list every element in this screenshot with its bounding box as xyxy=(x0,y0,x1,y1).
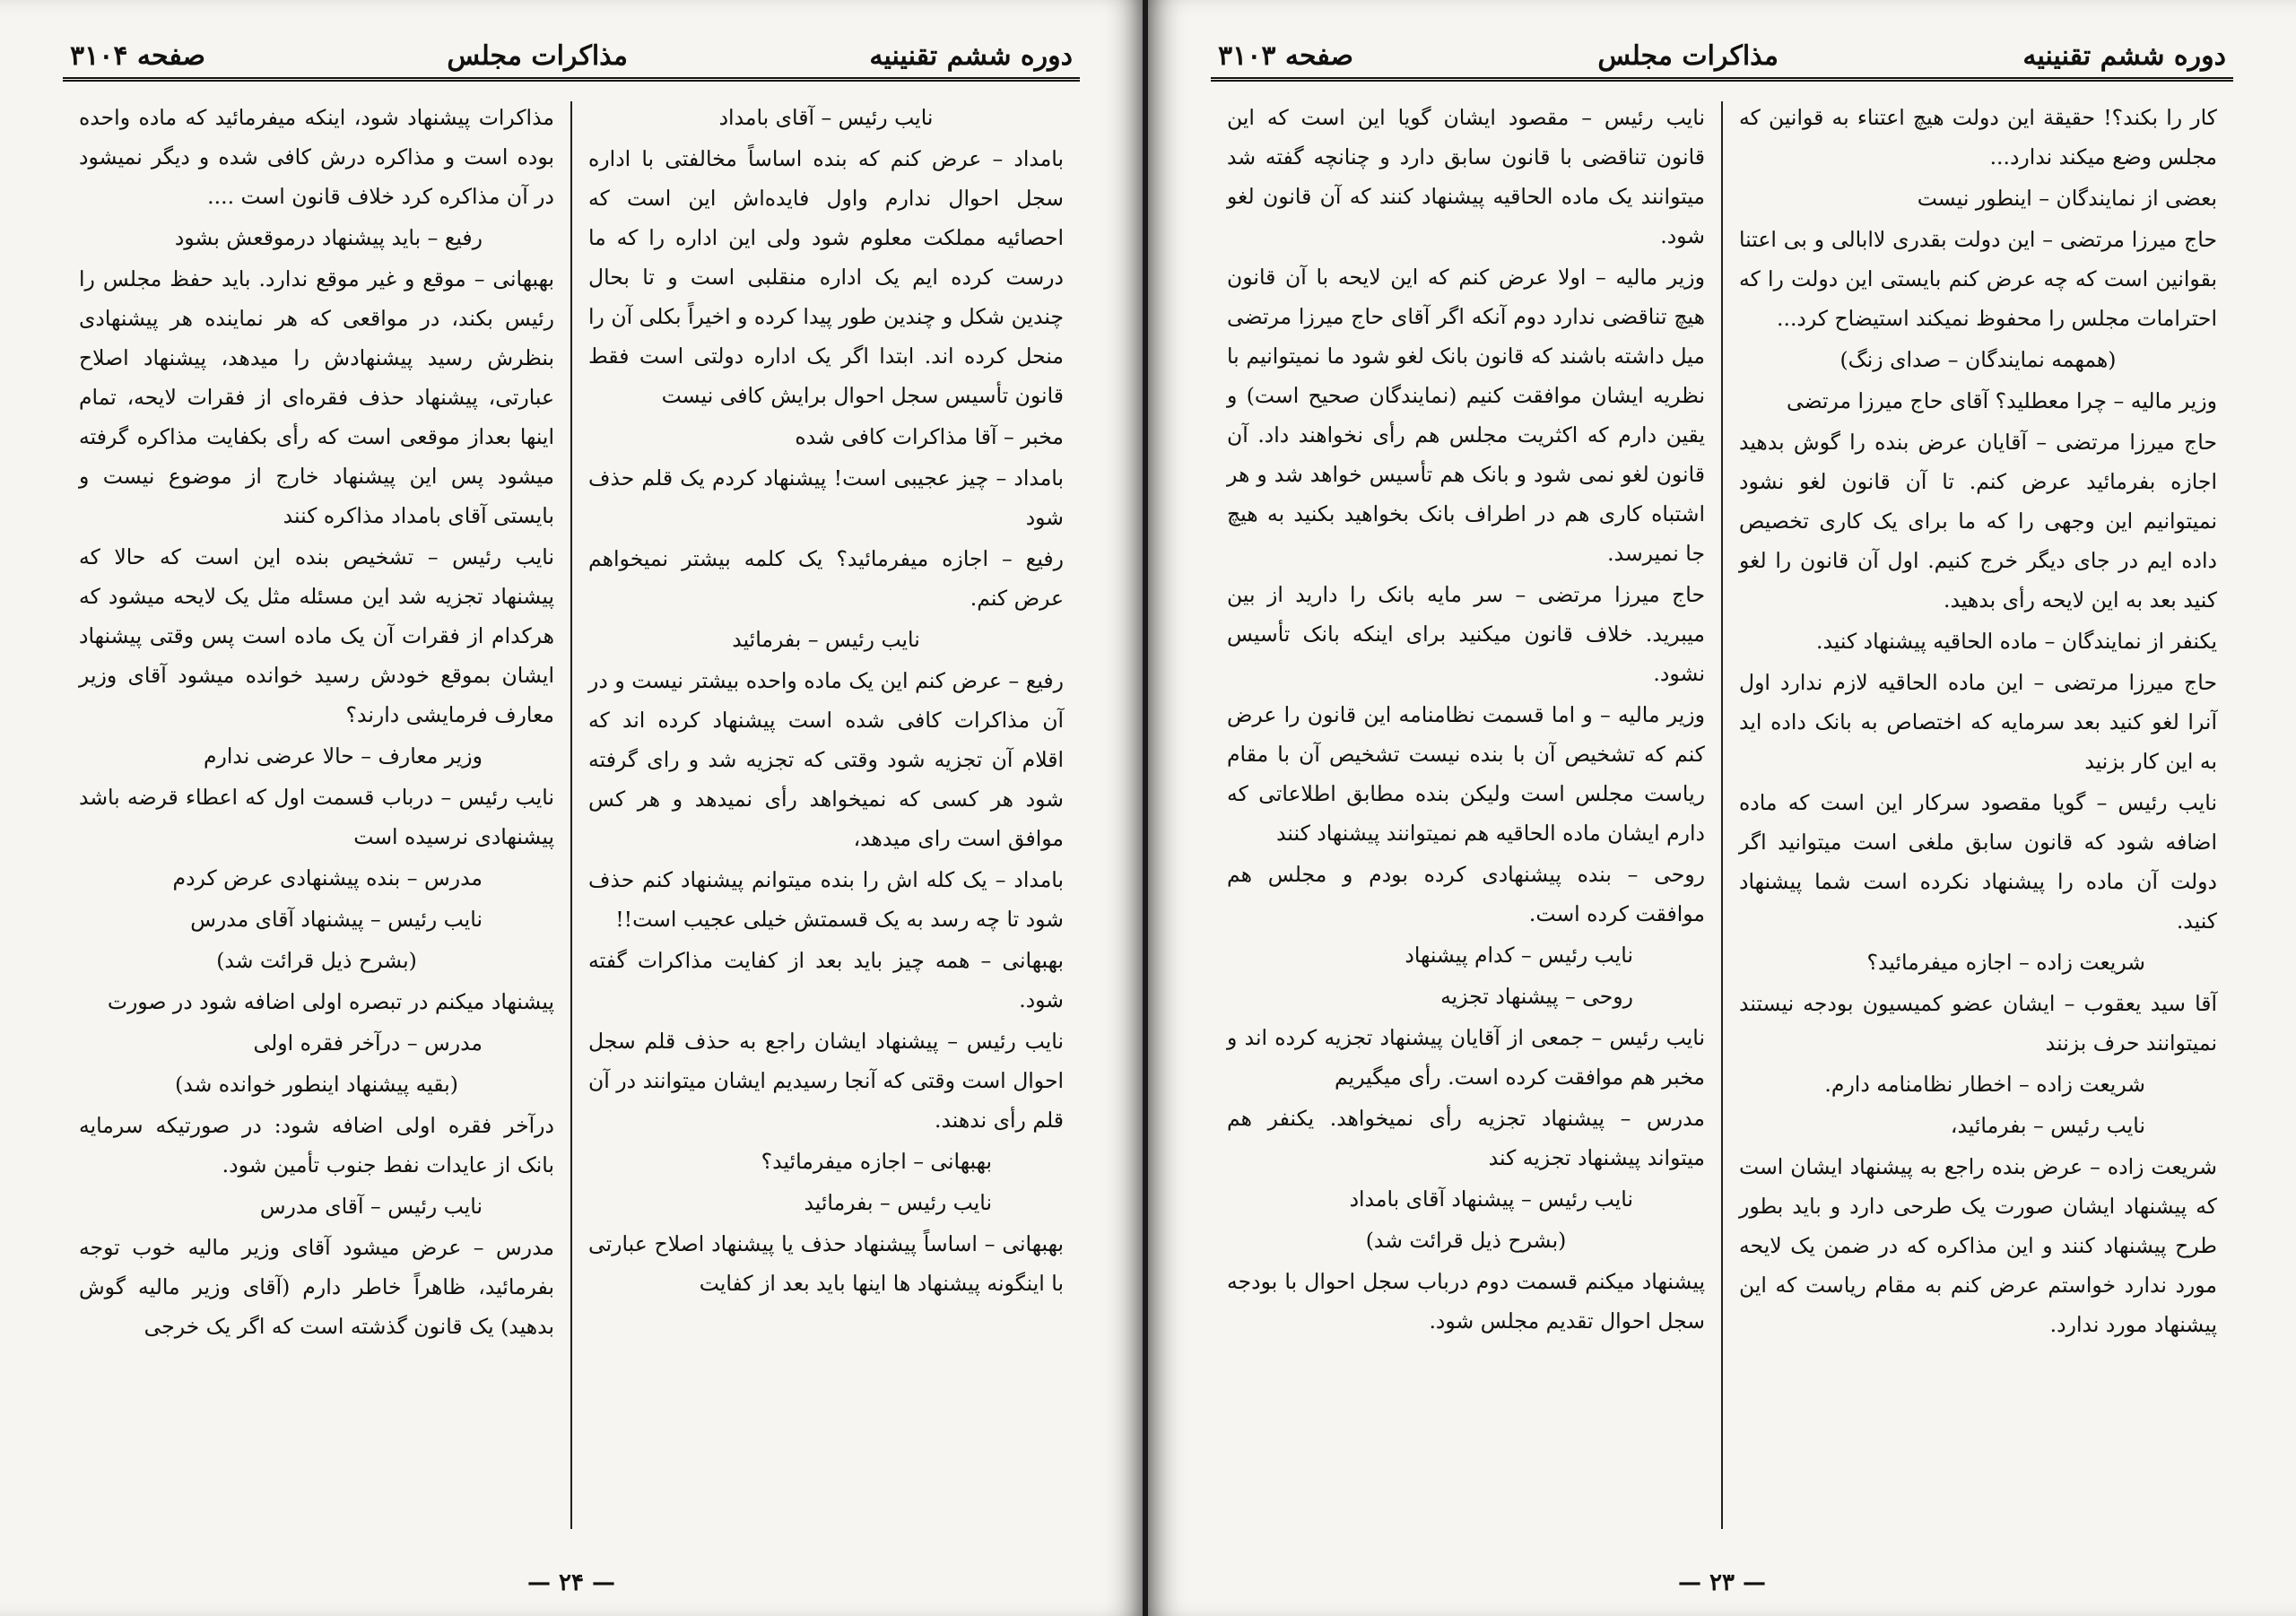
paragraph: نایب رئیس – آقای مدرس xyxy=(259,1194,483,1219)
paragraph: نایب رئیس – گویا مقصود سرکار این است که ماده اضافه شود که قانون سابق ملغی است میتوانید اگر دولت آن ماده را پیشنهاد نکرده است شما پیشنهاد کنید. xyxy=(1739,790,2217,934)
paragraph: حاج میرزا مرتضی – آقایان عرض بنده را گوش بدهید اجازه بفرمائید عرض کنم. تا آن قانون لغو نشود نمیتوانیم این وجهی را که ما برای یک کاری تخصیص داده ایم در جای دیگر خرج کنیم. اول آن قانون را لغو کنید بعد به این لایحه رأی بدهید. xyxy=(1739,430,2217,613)
paragraph: مدرس – درآخر فقره اولی xyxy=(253,1030,483,1056)
paragraph: نایب رئیس – پیشنهاد ایشان راجع به حذف قلم سجل احوال است وقتی که آنجا رسیدیم ایشان میتوانند در آن قلم رأی ندهند. xyxy=(588,1029,1064,1133)
paragraph: نایب رئیس – کدام پیشنهاد xyxy=(1405,943,1633,968)
right-page-left-column xyxy=(1211,98,1721,1533)
left-page-number: صفحه ۳۱۰۴ xyxy=(70,40,206,72)
left-page-right-column xyxy=(572,98,1080,1533)
paragraph: بامداد – یک کله اش را بنده میتوانم پیشنهاد کنم حذف شود تا چه رسد به یک قسمتش خیلی عجیب است!! xyxy=(588,867,1064,932)
left-page-header xyxy=(63,34,1080,82)
paragraph: نایب رئیس – بفرمائید xyxy=(732,627,920,652)
paragraph: مذاکرات پیشنهاد شود، اینکه میفرمائید که ماده واحده بوده است و مذاکره درش کافی شده و دیگر نمیشود در آن مذاکره کرد خلاف قانون است .... xyxy=(79,105,554,209)
right-page-columns xyxy=(1211,98,2233,1533)
paragraph: حاج میرزا مرتضی – سر مایه بانک را دارید از بین میبرید. خلاف قانون میکنید برای اینکه بانک تأسیس نشود. xyxy=(1227,582,1705,686)
left-page-footer: — ۲۴ — xyxy=(526,1569,616,1596)
paragraph: نایب رئیس – آقای بامداد xyxy=(718,105,934,130)
left-page-columns xyxy=(63,98,1080,1533)
paragraph: رفیع – باید پیشنهاد درموقعش بشود xyxy=(174,225,483,250)
paragraph: شریعت زاده – اجازه میفرمائید؟ xyxy=(1866,950,2145,975)
paragraph: رفیع – عرض کنم این یک ماده واحده بیشتر نیست و در آن مذاکرات کافی شده است پیشنهاد کرده اند که اقلام آن تجزیه شود وقتی که تجزیه شد و رای گرفته شود هر کسی که نمیخواهد رأی نمیدهد و هر کس موافق است رای میدهد، xyxy=(588,668,1064,851)
paragraph: وزیر مالیه – و اما قسمت نظامنامه این قانون را عرض کنم که تشخیص آن با بنده نیست تشخیص آن با مقام ریاست مجلس است ولیکن بنده مطابق اطلاعاتی که دارم ایشان ماده الحاقیه هم نمیتوانند پیشنهاد کنند xyxy=(1227,702,1705,846)
column-divider xyxy=(570,101,572,1529)
paragraph: نایب رئیس – پیشنهاد آقای بامداد xyxy=(1349,1186,1633,1212)
right-page-footer: — ۲۳ — xyxy=(1677,1569,1767,1596)
paragraph: بهبهانی – اجازه میفرمائید؟ xyxy=(761,1149,992,1174)
paragraph: شریعت زاده – اخطار نظامنامه دارم. xyxy=(1824,1072,2145,1097)
paragraph: وزیر معارف – حالا عرضی ندارم xyxy=(203,743,483,769)
paragraph: بامداد – عرض کنم که بنده اساساً مخالفتی با اداره سجل احوال ندارم واول فایده‌اش این است که احصائیه مملکت معلوم شود ولی این اداره را که ما درست کرده ایم یک اداره منقلبی است و تا بحال چندین شکل و چندین طور پیدا کرده و اخیراً بکلی آن را منحل کرده اند. ابتدا اگر یک اداره دولتی است فقط قانون تأسیس سجل احوال برایش کافی نیست xyxy=(588,146,1064,408)
left-page-title: مذاکرات مجلس xyxy=(447,40,628,72)
paragraph: بهبهانی – موقع و غیر موقع ندارد. باید حفظ مجلس را رئیس بکند، در مواقعی که هر نماینده هر پیشنهادی بنظرش رسید پیشنهادش را میدهد، پیشنهاد اصلاح عبارتی، پیشنهاد حذف فقره‌ای از فقرات لایحه، تمام اینها بعداز موقعی است که رأی بکفایت مذاکره گرفته میشود پس این پیشنهاد خارج از موضوع نیست و بایستی آقای بامداد مذاکره کنند xyxy=(79,266,554,528)
paragraph: نایب رئیس – درباب قسمت اول که اعطاء قرضه باشد پیشنهادی نرسیده است xyxy=(79,785,554,849)
paragraph: نایب رئیس – تشخیص بنده این است که حالا که پیشنهاد تجزیه شد این مسئله مثل یک لایحه میشود که هرکدام از فقرات آن یک ماده است پس وقتی پیشنهاد ایشان بموقع خودش رسید خوانده میشود آقای وزیر معارف فرمایشی دارند؟ xyxy=(79,544,554,727)
paragraph: بهبهانی – اساساً پیشنهاد حذف یا پیشنهاد اصلاح عبارتی با اینگونه پیشنهاد ها اینها باید بعد از کفایت xyxy=(588,1231,1064,1296)
paragraph: حاج میرزا مرتضی – این دولت بقدری لاابالی و بی اعتنا بقوانین است که چه عرض کنم بایستی این دولت را که احترامات مجلس را محفوظ نمیکند استیضاح کرد... xyxy=(1739,227,2217,331)
left-session-label: دوره ششم تقنینیه xyxy=(869,40,1073,72)
paragraph: روحی – پیشنهاد تجزیه xyxy=(1440,984,1633,1009)
paragraph: نایب رئیس – پیشنهاد آقای مدرس xyxy=(190,907,483,932)
paragraph: نایب رئیس – مقصود ایشان گویا این است که این قانون تناقضی با قانون سابق دارد و چنانچه گفته شد میتوانند یک ماده الحاقیه پیشنهاد کنند که آن قانون لغو شود. xyxy=(1227,105,1705,248)
right-session-label: دوره ششم تقنینیه xyxy=(2022,40,2226,72)
paragraph: نایب رئیس – بفرمائید xyxy=(804,1190,992,1215)
right-page-header xyxy=(1211,34,2233,82)
paragraph: مدرس – بنده پیشنهادی عرض کردم xyxy=(172,865,483,891)
right-page-number: صفحه ۳۱۰۳ xyxy=(1218,40,1354,72)
paragraph: آقا سید یعقوب – ایشان عضو کمیسیون بودجه نیستند نمیتوانند حرف بزنند xyxy=(1739,991,2217,1056)
column-divider xyxy=(1721,101,1723,1529)
paragraph: شریعت زاده – عرض بنده راجع به پیشنهاد ایشان است که پیشنهاد ایشان صورت یک طرحی دارد و باید بطور طرح پیشنهاد کنند و این مذاکره که در ضمن یک لایحه مورد ندارد خواستم عرض کنم به مقام ریاست که این پیشنهاد مورد ندارد. xyxy=(1739,1154,2217,1337)
paragraph: وزیر مالیه – اولا عرض کنم که این لایحه با آن قانون هیچ تناقضی ندارد دوم آنکه اگر آقای حاج میرزا مرتضی میل داشته باشند که قانون بانک لغو شود ما نمیتوانیم با نظریه ایشان موافقت کنیم (نمایندگان صحیح است) و یقین دارم که اکثریت مجلس هم رأی نخواهند داد. آن قانون لغو نمی شود و بانک هم تأسیس خواهد شد و هر اشتباه کاری هم در اطراف بانک بخواهید بکنید به هیچ جا نمیرسد. xyxy=(1227,265,1705,566)
paragraph: نایب رئیس – بفرمائید، xyxy=(1950,1113,2145,1138)
right-page-title: مذاکرات مجلس xyxy=(1597,40,1779,72)
paragraph: (بشرح ذیل قرائت شد) xyxy=(1365,1228,1567,1253)
paragraph: حاج میرزا مرتضی – این ماده الحاقیه لازم ندارد اول آنرا لغو کنید بعد سرمایه که اختصاص به بانک داده اید به این کار بزنید xyxy=(1739,670,2217,774)
paragraph: پیشنهاد میکنم قسمت دوم درباب سجل احوال با بودجه سجل احوال تقدیم مجلس شود. xyxy=(1227,1269,1705,1334)
paragraph: (بقیه پیشنهاد اینطور خوانده شد) xyxy=(175,1072,458,1097)
paragraph: (بشرح ذیل قرائت شد) xyxy=(216,948,417,973)
paragraph: کار را بکند؟! حقیقة این دولت هیچ اعتناء به قوانین که مجلس وضع میکند ندارد... xyxy=(1739,105,2217,169)
paragraph: مخبر – آقا مذاکرات کافی شده xyxy=(795,424,1064,449)
right-page xyxy=(1148,0,2296,1616)
paragraph: نایب رئیس – جمعی از آقایان پیشنهاد تجزیه کرده اند و مخبر هم موافقت کرده است. رأی میگیریم xyxy=(1227,1025,1705,1090)
paragraph: بهبهانی – همه چیز باید بعد از کفایت مذاکرات گفته شود. xyxy=(588,948,1064,1012)
paragraph: پیشنهاد میکنم در تبصره اولی اضافه شود در صورت xyxy=(107,989,554,1014)
paragraph: وزیر مالیه – چرا معطلید؟ آقای حاج میرزا مرتضی xyxy=(1787,388,2217,413)
paragraph: (همهمه نمایندگان – صدای زنگ) xyxy=(1839,347,2117,372)
paragraph: رفیع – اجازه میفرمائید؟ یک کلمه بیشتر نمیخواهم عرض کنم. xyxy=(588,546,1064,611)
paragraph: مدرس – عرض میشود آقای وزیر مالیه خوب توجه بفرمائید، ظاهراً خاطر دارم (آقای وزیر مالیه گوش بدهید) یک قانون گذشته است که اگر یک خرجی xyxy=(79,1235,554,1339)
paragraph: بامداد – چیز عجیبی است! پیشنهاد کردم یک قلم حذف شود xyxy=(588,465,1064,530)
paragraph: یکنفر از نمایندگان – ماده الحاقیه پیشنهاد کنید. xyxy=(1815,629,2217,654)
right-page-right-column xyxy=(1723,98,2233,1533)
paragraph: درآخر فقره اولی اضافه شود: در صورتیکه سرمایه بانک از عایدات نفط جنوب تأمین شود. xyxy=(79,1113,554,1177)
paragraph: روحی – بنده پیشنهادی کرده بودم و مجلس هم موافقت کرده است. xyxy=(1227,862,1705,926)
left-page-left-column xyxy=(63,98,570,1533)
paragraph: مدرس – پیشنهاد تجزیه رأی نمیخواهد. یکنفر هم میتواند پیشنهاد تجزیه کند xyxy=(1227,1106,1705,1170)
paragraph: بعضی از نمایندگان – اینطور نیست xyxy=(1917,186,2217,211)
